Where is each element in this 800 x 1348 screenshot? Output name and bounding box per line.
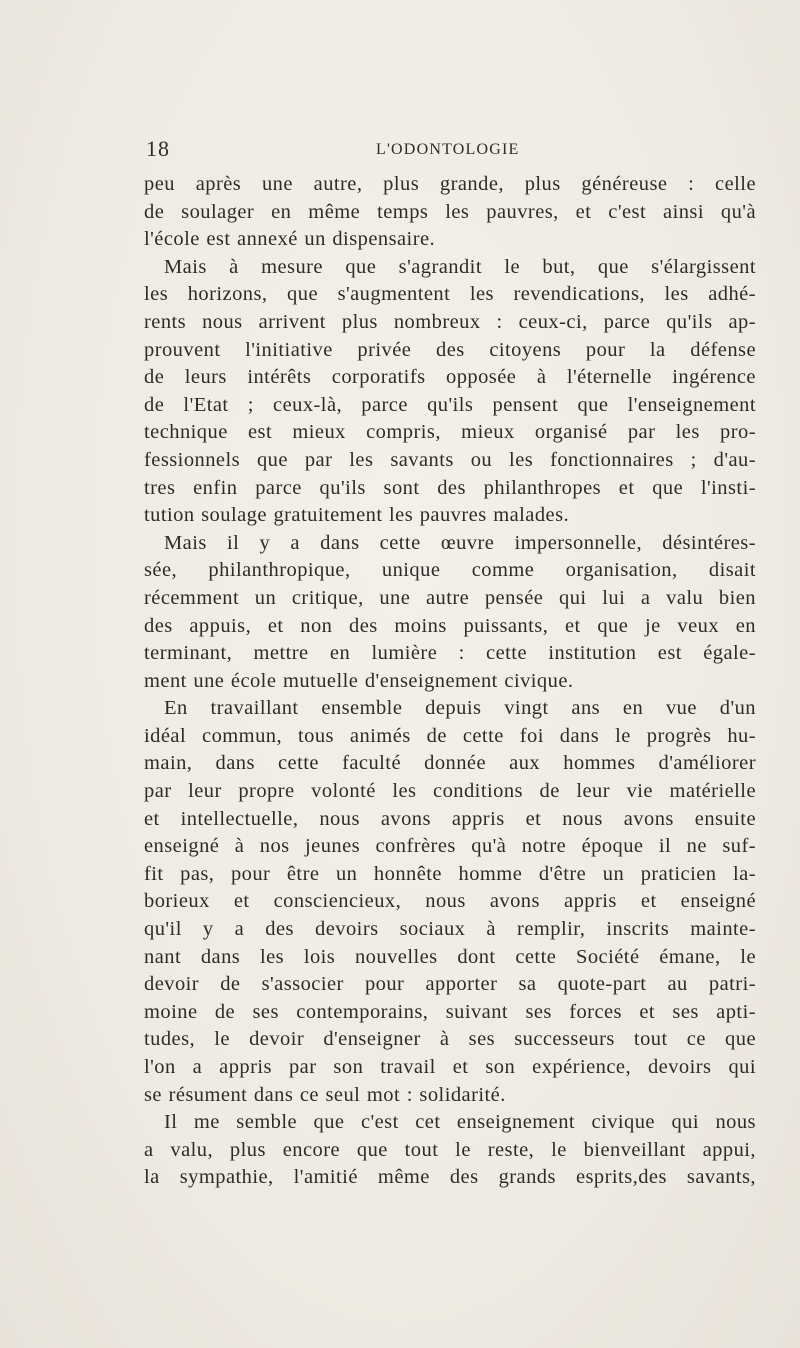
text-line: la sympathie, l'amitié même des grands esprits,des savants, [144,1166,756,1189]
text-line: des appuis, et non des moins puissants, et que je veux en [144,614,756,637]
text-line: de l'Etat ; ceux-là, parce qu'ils pensent que l'enseignement [144,393,756,416]
text-line: Mais à mesure que s'agrandit le but, que s'élargissent [164,255,756,278]
body-text [144,171,756,1192]
text-line: qu'il y a des devoirs sociaux à remplir, inscrits mainte- [144,918,756,941]
text-line: de soulager en même temps les pauvres, et c'est ainsi qu'à [144,200,756,223]
text-line: main, dans cette faculté donnée aux hommes d'améliorer [144,752,756,775]
text-line: et intellectuelle, nous avons appris et nous avons ensuite [144,807,756,830]
text-line: devoir de s'associer pour apporter sa quote-part au patri- [144,973,756,996]
text-line: l'on a appris par son travail et son expérience, devoirs qui [144,1056,756,1078]
text-line: moine de ses contemporains, suivant ses forces et ses apti- [144,1000,756,1023]
text-line: tution soulage gratuitement les pauvres malades. [144,504,570,527]
text-line: fit pas, pour être un honnête homme d'être un praticien la- [144,862,756,885]
text-line: a valu, plus encore que tout le reste, le bienveillant appui, [144,1138,756,1161]
text-line: En travaillant ensemble depuis vingt ans en vue d'un [164,697,756,720]
text-line: borieux et consciencieux, nous avons appris et enseigné [144,890,756,913]
text-line: fessionnels que par les savants ou les fonctionnaires ; d'au- [144,448,756,471]
text-line: l'école est annexé un dispensaire. [144,228,436,251]
text-line: enseigné à nos jeunes confrères qu'à notre époque il ne suf- [144,835,756,858]
text-line: de leurs intérêts corporatifs opposée à l'éternelle ingérence [144,366,756,389]
text-line: par leur propre volonté les conditions de leur vie matérielle [144,780,756,803]
page-header [144,136,756,162]
page-number: 18 [146,136,170,161]
text-line: rents nous arrivent plus nombreux : ceux-ci, parce qu'ils ap- [144,310,756,333]
text-line: les horizons, que s'augmentent les revendications, les adhé- [144,283,756,306]
text-line: se résument dans ce seul mot : solidarité. [144,1083,506,1106]
text-line: tres enfin parce qu'ils sont des philanthropes et que l'insti- [144,476,756,499]
text-line: technique est mieux compris, mieux organisé par les pro- [144,421,756,444]
text-line: Il me semble que c'est cet enseignement civique qui nous [164,1111,756,1134]
text-line: idéal commun, tous animés de cette foi dans le progrès hu- [144,724,756,747]
text-line: peu après une autre, plus grande, plus généreuse : celle [144,173,756,195]
running-title: L'ODONTOLOGIE [376,141,520,158]
text-line: Mais il y a dans cette œuvre impersonnelle, désintéres- [164,531,756,554]
text-line: terminant, mettre en lumière : cette institution est égale- [144,642,756,665]
text-line: tudes, le devoir d'enseigner à ses successeurs tout ce que [144,1028,756,1051]
text-line: ment une école mutuelle d'enseignement civique. [144,669,574,692]
text-line: sée, philanthropique, unique comme organisation, disait [144,559,756,582]
text-line: nant dans les lois nouvelles dont cette Société émane, le [144,945,756,968]
text-line: prouvent l'initiative privée des citoyens pour la défense [144,338,756,361]
text-line: récemment un critique, une autre pensée qui lui a valu bien [144,586,756,609]
